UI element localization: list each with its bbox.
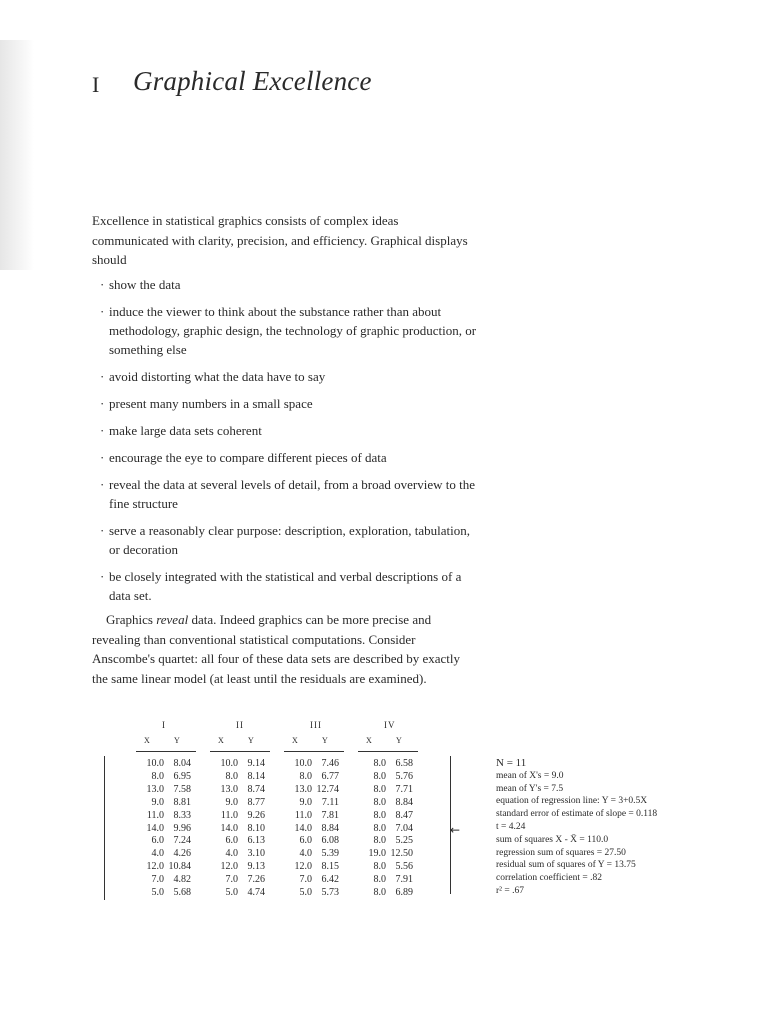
bullet-dot: · xyxy=(100,450,105,465)
table-cell: 6.95 xyxy=(173,770,191,782)
table-cell: 6.89 xyxy=(395,887,413,898)
table-cell: 7.0 xyxy=(299,874,312,886)
table-cell: 5.0 xyxy=(299,887,312,898)
y-column-header: Y xyxy=(396,736,402,745)
table-cell: 9.13 xyxy=(247,861,265,873)
table-cell: 9.26 xyxy=(247,809,265,821)
chapter-number: I xyxy=(92,72,100,97)
table-cell: 7.81 xyxy=(321,809,339,821)
stat-line: residual sum of squares of Y = 13.75 xyxy=(496,860,636,871)
stat-line: regression sum of squares = 27.50 xyxy=(496,847,626,858)
table-cell: 8.0 xyxy=(373,809,386,821)
table-cell: 19.0 xyxy=(368,848,386,860)
table-cell: 6.0 xyxy=(225,835,238,847)
table-cell: 8.47 xyxy=(395,809,413,821)
table-cell: 12.0 xyxy=(220,861,238,873)
table-cell: 12.50 xyxy=(390,848,413,860)
table-cell: 7.24 xyxy=(173,835,191,847)
list-item xyxy=(100,448,480,467)
table-cell: 7.0 xyxy=(151,874,164,886)
y-column-header: Y xyxy=(248,736,254,745)
table-cell: 7.71 xyxy=(395,783,413,795)
list-item xyxy=(100,521,480,559)
table-cell: 5.0 xyxy=(151,887,164,898)
dataset-label: III xyxy=(310,720,322,730)
table-cell: 4.0 xyxy=(225,848,238,860)
table-cell: 10.84 xyxy=(168,861,191,873)
bullet-dot: · xyxy=(100,396,105,411)
x-column-header: X xyxy=(292,736,298,745)
anscombe-quartet-table xyxy=(100,720,460,900)
table-cell: 7.11 xyxy=(321,796,339,808)
table-cell: 6.77 xyxy=(321,770,339,782)
table-cell: 10.0 xyxy=(220,758,238,769)
bullet-text: present many numbers in a small space xyxy=(109,396,313,411)
table-cell: 5.76 xyxy=(395,770,413,782)
table-cell: 13.0 xyxy=(146,783,164,795)
table-cell: 9.0 xyxy=(299,796,312,808)
table-cell: 4.0 xyxy=(151,848,164,860)
dataset-label: II xyxy=(236,720,244,730)
bullet-text: induce the viewer to think about the substance rather than about methodology, graphic design, the technology of graphic production, or something else xyxy=(109,304,477,357)
table-cell: 5.73 xyxy=(321,887,339,898)
list-item xyxy=(100,275,480,294)
list-item xyxy=(100,567,480,605)
table-cell: 7.46 xyxy=(321,758,339,769)
table-cell: 11.0 xyxy=(146,809,164,821)
paragraph-emphasis: reveal xyxy=(156,612,189,627)
bullet-dot: · xyxy=(100,304,105,319)
table-cell: 6.42 xyxy=(321,874,339,886)
x-column-header: X xyxy=(144,736,150,745)
bullet-dot: · xyxy=(100,477,105,492)
chapter-title: Graphical Excellence xyxy=(133,66,372,96)
table-cell: 7.91 xyxy=(395,874,413,886)
bullet-text: reveal the data at several levels of detail, from a broad overview to the fine structure xyxy=(109,477,476,511)
list-item xyxy=(100,421,480,440)
table-cell: 8.15 xyxy=(321,861,339,873)
table-cell: 9.96 xyxy=(173,822,191,834)
table-cell: 4.74 xyxy=(247,887,265,898)
table-cell: 4.0 xyxy=(299,848,312,860)
table-cell: 12.0 xyxy=(146,861,164,873)
table-cell: 8.0 xyxy=(373,783,386,795)
table-cell: 7.0 xyxy=(225,874,238,886)
page-edge-shadow xyxy=(0,40,34,270)
table-cell: 14.0 xyxy=(294,822,312,834)
stat-line: mean of X's = 9.0 xyxy=(496,770,564,781)
bullet-text: make large data sets coherent xyxy=(109,423,262,438)
table-left-rule xyxy=(104,756,105,900)
header-underline xyxy=(358,751,418,752)
list-item xyxy=(100,367,480,386)
bullet-text: serve a reasonably clear purpose: description, exploration, tabulation, or decoration xyxy=(109,523,470,557)
summary-statistics xyxy=(496,757,726,898)
bullet-dot: · xyxy=(100,369,105,384)
bullet-dot: · xyxy=(100,523,105,538)
table-cell: 8.0 xyxy=(373,887,386,898)
bullet-list xyxy=(100,275,480,613)
table-cell: 7.04 xyxy=(395,822,413,834)
table-cell: 6.0 xyxy=(151,835,164,847)
header-underline xyxy=(284,751,344,752)
table-cell: 8.0 xyxy=(373,758,386,769)
table-cell: 8.0 xyxy=(373,770,386,782)
table-cell: 12.74 xyxy=(316,783,339,795)
table-cell: 6.58 xyxy=(395,758,413,769)
table-cell: 5.68 xyxy=(173,887,191,898)
table-cell: 11.0 xyxy=(294,809,312,821)
stat-line: N = 11 xyxy=(496,757,527,769)
table-cell: 8.74 xyxy=(247,783,265,795)
table-cell: 5.25 xyxy=(395,835,413,847)
dataset-label: I xyxy=(162,720,166,730)
header-underline xyxy=(136,751,196,752)
table-cell: 8.0 xyxy=(225,770,238,782)
table-cell: 8.0 xyxy=(373,861,386,873)
table-cell: 7.58 xyxy=(173,783,191,795)
header-underline xyxy=(210,751,270,752)
table-cell: 4.26 xyxy=(173,848,191,860)
table-cell: 5.56 xyxy=(395,861,413,873)
intro-paragraph: Excellence in statistical graphics consists of complex ideas communicated with clarity, precision, and efficiency. Graphical displays should xyxy=(92,213,468,267)
table-cell: 8.0 xyxy=(373,835,386,847)
x-column-header: X xyxy=(218,736,224,745)
anscombe-paragraph xyxy=(92,610,472,688)
table-cell: 4.82 xyxy=(173,874,191,886)
table-cell: 14.0 xyxy=(220,822,238,834)
list-item xyxy=(100,394,480,413)
stat-line: sum of squares X - X̄ = 110.0 xyxy=(496,834,609,845)
y-column-header: Y xyxy=(174,736,180,745)
y-column-header: Y xyxy=(322,736,328,745)
bullet-dot: · xyxy=(100,569,105,584)
table-cell: 5.0 xyxy=(225,887,238,898)
table-cell: 11.0 xyxy=(220,809,238,821)
bullet-dot: · xyxy=(100,277,105,292)
bullet-text: encourage the eye to compare different pieces of data xyxy=(109,450,387,465)
table-cell: 13.0 xyxy=(294,783,312,795)
table-cell: 13.0 xyxy=(220,783,238,795)
table-cell: 3.10 xyxy=(247,848,265,860)
table-cell: 6.08 xyxy=(321,835,339,847)
table-cell: 14.0 xyxy=(146,822,164,834)
list-item xyxy=(100,475,480,513)
table-cell: 8.0 xyxy=(373,796,386,808)
table-cell: 8.14 xyxy=(247,770,265,782)
table-cell: 5.39 xyxy=(321,848,339,860)
list-item xyxy=(100,302,480,359)
bullet-text: be closely integrated with the statistical and verbal descriptions of a data set. xyxy=(109,569,462,603)
bullet-dot: · xyxy=(100,423,105,438)
table-cell: 8.0 xyxy=(299,770,312,782)
table-cell: 12.0 xyxy=(294,861,312,873)
table-cell: 8.0 xyxy=(151,770,164,782)
stat-line: equation of regression line: Y = 3+0.5X xyxy=(496,796,648,807)
stat-line: mean of Y's = 7.5 xyxy=(496,783,564,794)
x-column-header: X xyxy=(366,736,372,745)
table-cell: 6.13 xyxy=(247,835,265,847)
stat-line: r² = .67 xyxy=(496,885,524,896)
table-cell: 9.0 xyxy=(151,796,164,808)
stat-line: standard error of estimate of slope = 0.118 xyxy=(496,809,658,820)
dataset-label: IV xyxy=(384,720,396,730)
table-cell: 8.77 xyxy=(247,796,265,808)
table-cell: 8.81 xyxy=(173,796,191,808)
table-cell: 8.04 xyxy=(173,758,191,769)
left-arrow-icon: ← xyxy=(450,823,461,837)
table-cell: 8.84 xyxy=(321,822,339,834)
table-cell: 8.10 xyxy=(247,822,265,834)
table-cell: 9.14 xyxy=(247,758,265,769)
table-cell: 10.0 xyxy=(146,758,164,769)
table-cell: 8.33 xyxy=(173,809,191,821)
table-cell: 8.84 xyxy=(395,796,413,808)
table-cell: 7.26 xyxy=(247,874,265,886)
bullet-text: show the data xyxy=(109,277,181,292)
table-cell: 9.0 xyxy=(225,796,238,808)
bullet-text: avoid distorting what the data have to say xyxy=(109,369,326,384)
table-cell: 6.0 xyxy=(299,835,312,847)
paragraph-text-start: Graphics xyxy=(106,612,157,627)
stat-line: t = 4.24 xyxy=(496,821,526,832)
table-cell: 8.0 xyxy=(373,822,386,834)
stat-line: correlation coefficient = .82 xyxy=(496,873,602,884)
table-cell: 10.0 xyxy=(294,758,312,769)
paragraph-text-end: data. Indeed graphics can be more precise and revealing than conventional statistical computations. Consider Anscombe's quartet: all four of these data sets are described by exactly the same linear model (at least until the residuals are examined). xyxy=(92,612,461,686)
table-cell: 8.0 xyxy=(373,874,386,886)
